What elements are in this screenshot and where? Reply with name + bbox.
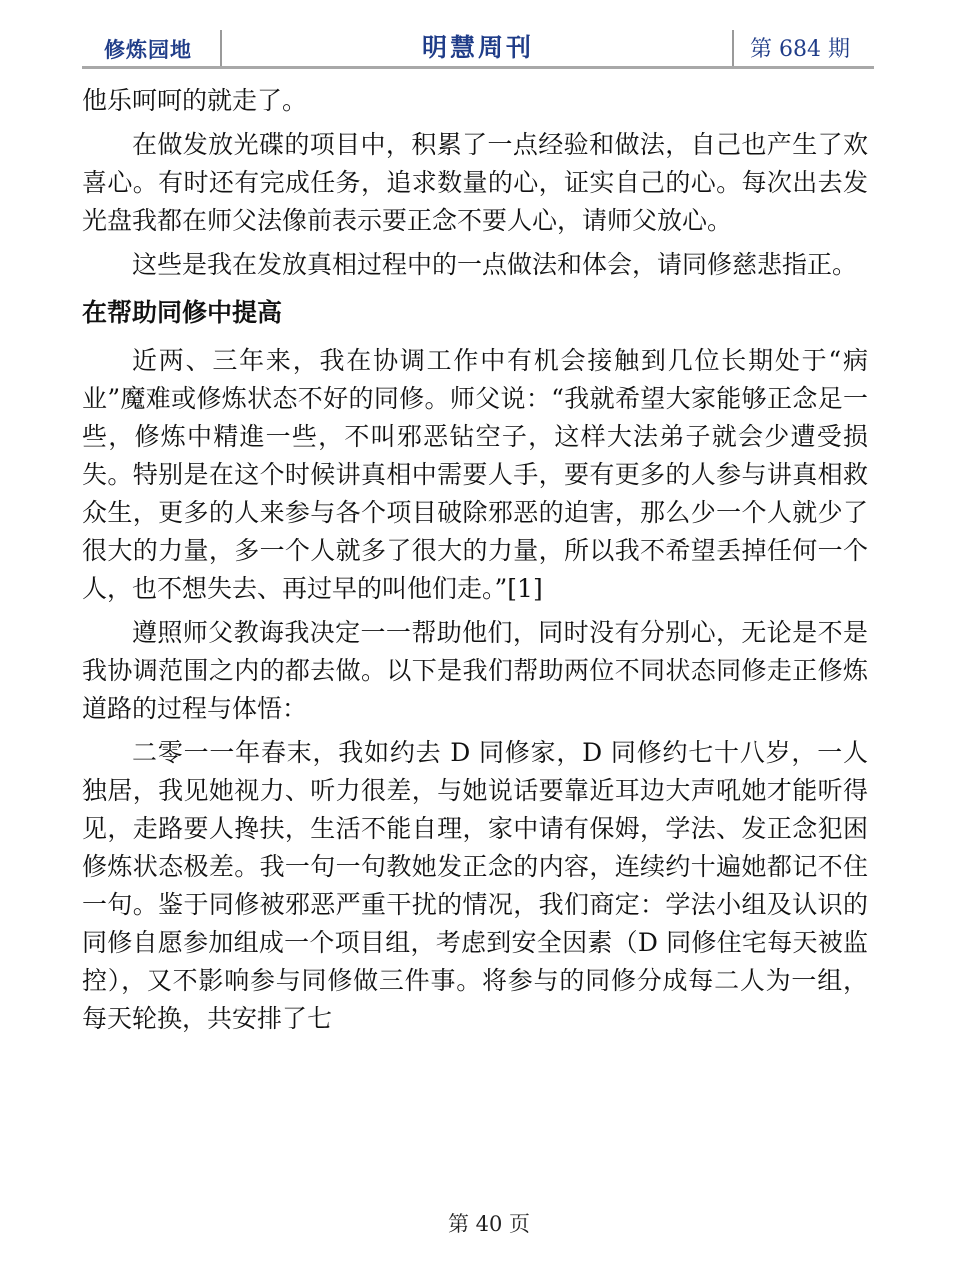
article-body — [82, 82, 868, 1044]
paragraph: 在做发放光碟的项目中，积累了一点经验和做法，自己也产生了欢喜心。有时还有完成任务，追求数量的心，证实自己的心。每次出去发光盘我都在师父法像前表示要正念不要人心，请师父放心。 — [82, 130, 868, 235]
paragraph: 遵照师父教诲我决定一一帮助他们，同时没有分别心，无论是不是我协调范围之内的都去做。以下是我们帮助两位不同状态同修走正修炼道路的过程与体悟： — [82, 618, 868, 723]
paragraph: 二零一一年春末，我如约去 D 同修家，D 同修约七十八岁，一人独居，我见她视力、听力很差，与她说话要靠近耳边大声吼她才能听得见，走路要人搀扶，生活不能自理，家中请有保姆，学法、发正念犯困修炼状态极差。我一句一句教她发正念的内容，连续约十遍她都记不住一句。鉴于同修被邪恶严重干扰的情况，我们商定：学法小组及认识的同修自愿参加组成一个项目组，考虑到安全因素（D 同修住宅每天被监控），又不影响参与同修做三件事。将参与的同修分成每二人为一组，每天轮换，共安排了七 — [82, 738, 868, 1033]
header-divider-right — [732, 30, 734, 66]
paragraph: 这些是我在发放真相过程中的一点做法和体会，请同修慈悲指正。 — [132, 250, 858, 279]
publication-title: 明慧周刊 — [421, 33, 534, 62]
header-rule — [82, 66, 874, 69]
section-name: 修炼园地 — [104, 38, 192, 62]
page-number: 第 40 页 — [447, 1212, 531, 1236]
paragraph: 他乐呵呵的就走了。 — [82, 86, 308, 115]
section-heading: 在帮助同修中提高 — [82, 298, 283, 327]
issue-number: 第 684 期 — [750, 37, 850, 62]
page-header — [82, 26, 874, 68]
paragraph: 近两、三年来，我在协调工作中有机会接触到几位长期处于“病业”魔难或修炼状态不好的同修。师父说：“我就希望大家能够正念足一些，修炼中精進一些，不叫邪恶钻空子，这样大法弟子就会少遭受损失。特别是在这个时候讲真相中需要人手，要有更多的人参与讲真相救众生，更多的人来参与各个项目破除邪恶的迫害，那么少一个人就少了很大的力量，多一个人就多了很大的力量，所以我不希望丢掉任何一个人，也不想失去、再过早的叫他们走。”[1] — [82, 346, 868, 603]
